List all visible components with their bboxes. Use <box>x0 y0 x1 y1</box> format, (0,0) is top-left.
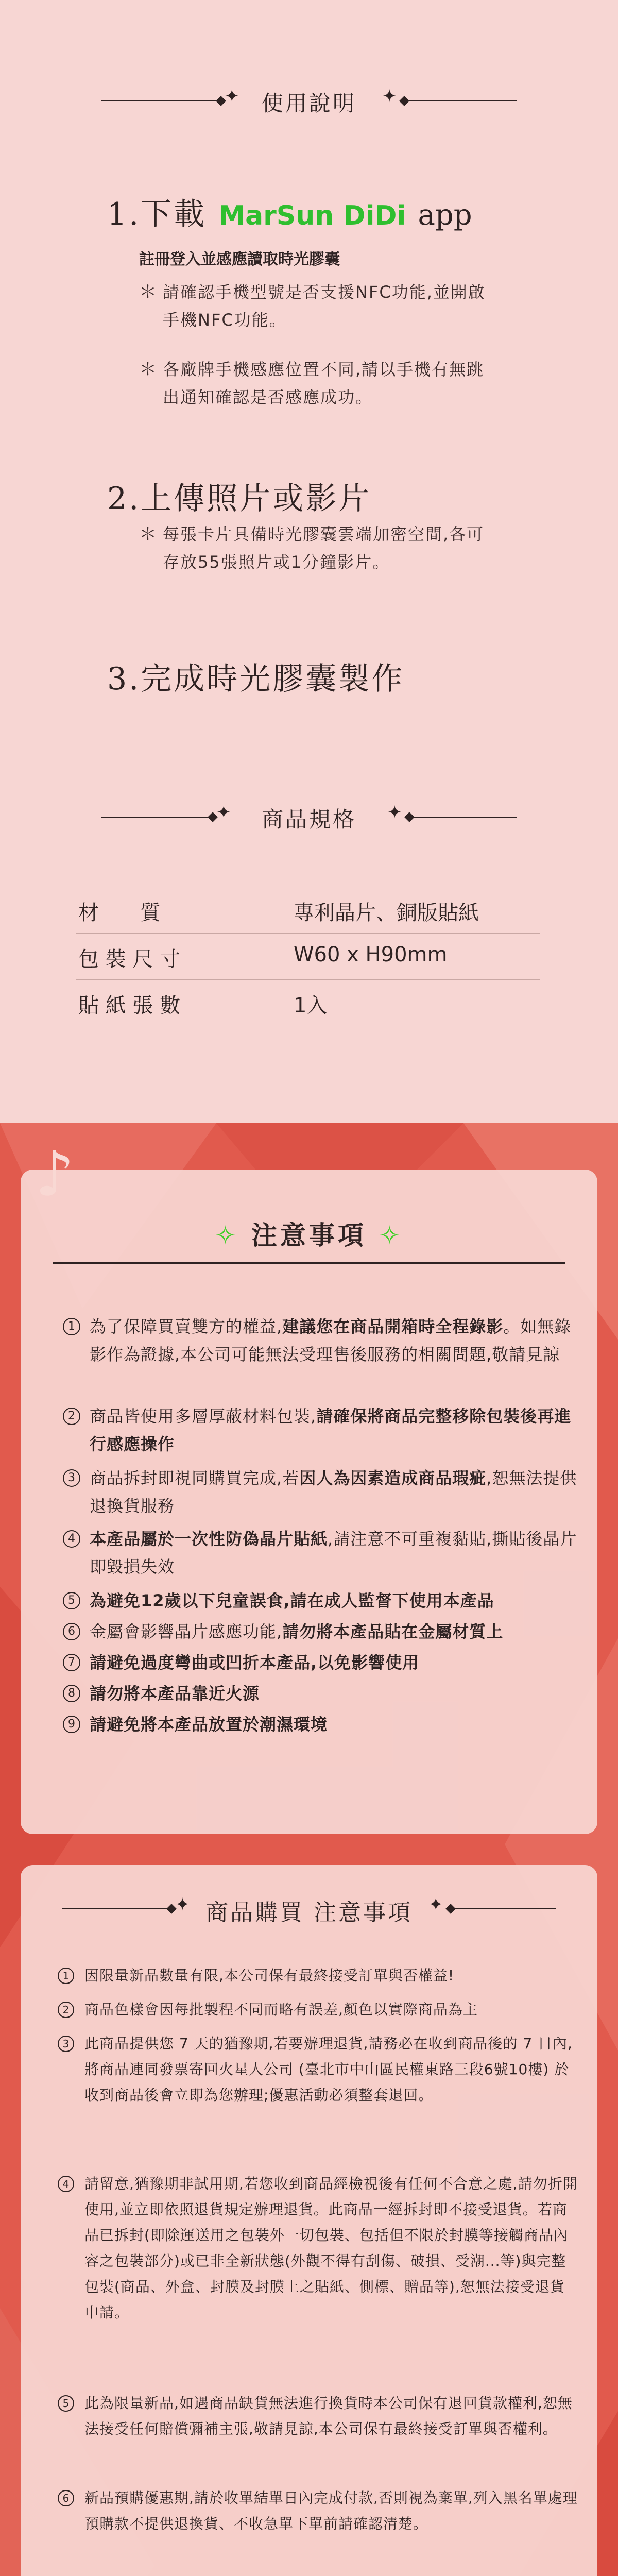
number-badge: 6 <box>58 2490 74 2506</box>
number-badge: 1 <box>58 1968 74 1984</box>
number-badge: 6 <box>63 1623 80 1640</box>
sparkle-icon: ✦ <box>382 86 397 107</box>
number-badge: 5 <box>63 1592 80 1609</box>
sparkle-icon: ✧ <box>379 1221 404 1250</box>
step1-note: ＊ 請確認手機型號是否支援NFC功能,並開啟手機NFC功能。 <box>139 278 500 334</box>
spec-value: 1入 <box>294 994 328 1018</box>
sparkle-icon: ✦ <box>428 1894 443 1915</box>
number-badge: 8 <box>63 1685 80 1702</box>
title-rule-right <box>403 100 517 101</box>
notice-item: 1 為了保障買賣雙方的權益,建議您在商品開箱時全程錄影。如無錄影作為證據,本公司可能無法受理售後服務的相關問題,敬請見諒 <box>63 1313 578 1368</box>
usage-title: 使用說明 <box>261 91 356 116</box>
spec-value: 專利晶片、銅版貼紙 <box>294 901 479 925</box>
number-badge: 2 <box>58 2002 74 2018</box>
title-rule-right <box>449 1908 556 1909</box>
spec-row <box>76 934 540 980</box>
number-badge: 1 <box>63 1318 80 1335</box>
sparkle-icon: ✦ <box>387 802 402 823</box>
asterisk-icon: ＊ <box>139 524 158 545</box>
spec-row <box>76 887 540 934</box>
step2-note: ＊ 每張卡片具備時光膠囊雲端加密空間,各可存放55張照片或1分鐘影片。 <box>139 520 500 576</box>
sparkle-icon: ✦ <box>175 1894 190 1915</box>
number-badge: 4 <box>63 1530 80 1548</box>
step3-heading: 3.完成時光膠囊製作 <box>107 661 405 697</box>
number-badge: 3 <box>63 1469 80 1487</box>
step2-heading: 2.上傳照片或影片 <box>107 481 372 517</box>
purchase-item: 5 此為限量新品,如遇商品缺貨無法進行換貨時本公司保有退回貨款權利,恕無法接受任何賠償彌補主張,敬請見諒,本公司保有最終接受訂單與否權利。 <box>58 2391 578 2442</box>
number-badge: 3 <box>58 2036 74 2052</box>
step1-note: ＊ 各廠牌手機感應位置不同,請以手機有無跳出通知確認是否感應成功。 <box>139 355 500 411</box>
number-badge: 7 <box>63 1654 80 1671</box>
purchase-panel <box>21 1865 597 2576</box>
usage-section <box>0 0 618 1123</box>
number-badge: 2 <box>63 1408 80 1425</box>
notice-item: 6 金屬會影響晶片感應功能,請勿將本產品貼在金屬材質上 <box>63 1618 578 1646</box>
spec-label: 材 質 <box>78 901 161 925</box>
purchase-item: 1 因限量新品數量有限,本公司保有最終接受訂單與否權益! <box>58 1963 578 1989</box>
step1-suffix: app <box>418 198 472 232</box>
number-badge: 5 <box>58 2395 74 2412</box>
notice-item: 7 請避免過度彎曲或凹折本產品,以免影響使用 <box>63 1649 578 1676</box>
spec-value: W60 x H90mm <box>294 943 448 967</box>
step1-subtitle: 註冊登入並感應讀取時光膠囊 <box>139 250 340 268</box>
spec-row <box>76 980 540 1026</box>
purchase-item: 4 請留意,猶豫期非試用期,若您收到商品經檢視後有任何不合意之處,請勿折開使用,並立即依照退貨規定辦理退貨。此商品一經拆封即不接受退貨。若商品已拆封(即除運送用之包裝外一切包裝、包括但不限於封膜等接觸商品內容之包裝部分)或已非全新狀態(外觀不得有刮傷、破損、受潮...等)與完整包裝(商品、外盒、封膜及封膜上之貼紙、側標、贈品等),恕無法接受退貨申請。 <box>58 2171 578 2326</box>
purchase-item: 3 此商品提供您 7 天的猶豫期,若要辦理退貨,請務必在收到商品後的 7 日內,將商品連同發票寄回火星人公司 (臺北市中山區民權東路三段6號10樓) 於 收到商品後會立即為您辦理;優惠活動必須整套退回。 <box>58 2031 578 2108</box>
sparkle-icon: ✦ <box>225 86 239 107</box>
notice-item: 5 為避免12歲以下兒童誤食,請在成人監督下使用本產品 <box>63 1587 578 1615</box>
asterisk-icon: ＊ <box>139 359 158 380</box>
purchase-item: 2 商品色樣會因每批製程不同而略有誤差,顏色以實際商品為主 <box>58 1997 578 2023</box>
step1-heading <box>107 190 472 234</box>
notice-title: ✧ 注意事項 ✧ <box>214 1221 404 1250</box>
brand-name: MarSun DiDi <box>218 200 406 231</box>
spec-label: 包 裝 尺 寸 <box>78 947 181 971</box>
notice-rule <box>53 1262 565 1264</box>
notice-panel <box>21 1170 597 1834</box>
spec-title: 商品規格 <box>261 807 356 832</box>
purchase-title: 商品購買 注意事項 <box>205 1900 413 1926</box>
title-rule-right <box>408 817 517 818</box>
step1-prefix: 1.下載 <box>107 196 207 232</box>
spec-label: 貼 紙 張 數 <box>78 994 181 1018</box>
notice-item: 2 商品皆使用多層厚蔽材料包裝,請確保將商品完整移除包裝後再進行感應操作 <box>63 1402 578 1458</box>
notice-item: 9 請避免將本產品放置於潮濕環境 <box>63 1710 578 1738</box>
purchase-item: 6 新品預購優惠期,請於收單結單日內完成付款,否則視為棄單,列入黑名單處理預購款不提供退換貨、不收急單下單前請確認清楚。 <box>58 2485 578 2537</box>
notice-item: 3 商品拆封即視同購買完成,若因人為因素造成商品瑕疵,恕無法提供退換貨服務 <box>63 1464 578 1520</box>
asterisk-icon: ＊ <box>139 282 158 302</box>
sparkle-icon: ✧ <box>214 1221 239 1250</box>
notice-section <box>0 1123 618 2576</box>
notice-item: 4 本產品屬於一次性防偽晶片貼紙,請注意不可重複黏貼,撕貼後晶片即毀損失效 <box>63 1525 578 1581</box>
sparkle-icon: ✦ <box>216 802 231 823</box>
number-badge: 9 <box>63 1716 80 1733</box>
number-badge: 4 <box>58 2176 74 2192</box>
notice-item: 8 請勿將本產品靠近火源 <box>63 1680 578 1707</box>
